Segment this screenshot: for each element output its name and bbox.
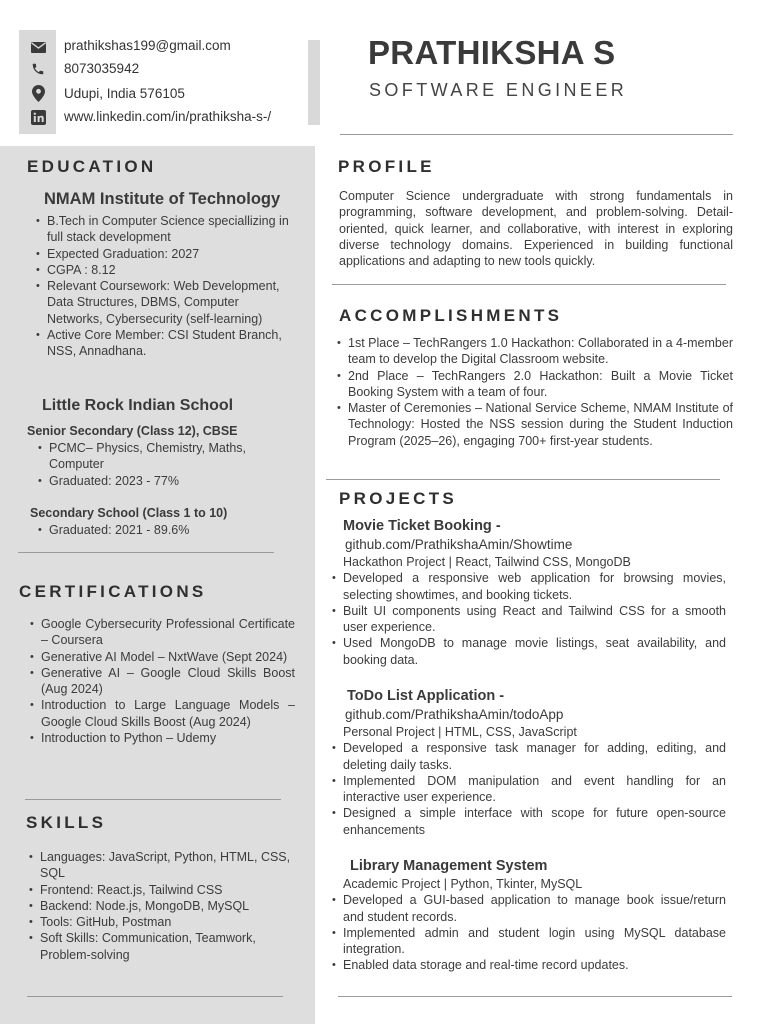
list-item: • Generative AI Model – NxtWave (Sept 2024) — [41, 649, 295, 665]
list-item: • 1st Place – TechRangers 1.0 Hackathon: Collaborated in a 4-member team to develop the Digital Classroom website. — [348, 335, 733, 368]
linkedin-link[interactable]: www.linkedin.com/in/prathiksha-s-/ — [64, 109, 272, 124]
list-item: • Developed a responsive task manager for adding, editing, and deleting daily tasks. — [343, 740, 726, 773]
list-item: • Implemented DOM manipulation and event handling for an interactive user experience. — [343, 773, 726, 806]
school-name: Little Rock Indian School — [42, 397, 234, 414]
list-item: • Active Core Member: CSI Student Branch, NSS, Annadhana. — [47, 327, 296, 360]
list-item: • Implemented admin and student login using MySQL database integration. — [343, 925, 726, 958]
header-divider — [340, 134, 733, 135]
list-item: • Graduated: 2021 - 89.6% — [49, 522, 276, 538]
project-movie-ticket — [343, 517, 726, 668]
list-item: • Introduction to Large Language Models – Google Cloud Skills Boost (Aug 2024) — [41, 697, 295, 730]
project-meta: Hackathon Project | React, Tailwind CSS, MongoDB — [343, 555, 631, 569]
project-meta: Personal Project | HTML, CSS, JavaScript — [343, 725, 577, 739]
list-item: • Introduction to Python – Udemy — [41, 730, 295, 746]
list-item: • Built UI components using React and Tailwind CSS for a smooth user experience. — [343, 603, 726, 636]
project-title: Movie Ticket Booking - — [343, 518, 501, 534]
list-item: • Developed a GUI-based application to manage book issue/return and student records. — [343, 892, 726, 925]
skills-divider — [27, 996, 283, 997]
phone-icon — [29, 60, 47, 78]
project-link[interactable]: github.com/PrathikshaAmin/Showtime — [345, 537, 573, 552]
list-item: • PCMC– Physics, Chemistry, Maths, Computer — [49, 440, 276, 473]
certifications-heading: CERTIFICATIONS — [19, 582, 207, 601]
list-item: • B.Tech in Computer Science speciallizing in full stack development — [47, 213, 296, 246]
email-icon — [29, 38, 47, 56]
senior-secondary-title: Senior Secondary (Class 12), CBSE — [27, 424, 238, 438]
education-divider — [18, 552, 274, 553]
certifications-divider — [25, 799, 281, 800]
accomplishments-divider — [326, 479, 720, 480]
profile-divider — [332, 284, 726, 285]
project-title: ToDo List Application - — [347, 688, 505, 704]
certifications-list — [28, 616, 295, 746]
projects-divider — [338, 996, 732, 997]
list-item: • Expected Graduation: 2027 — [47, 246, 296, 262]
list-item: • Enabled data storage and real-time record updates. — [343, 957, 726, 973]
project-body — [343, 554, 726, 668]
list-item: • Used MongoDB to manage movie listings, seat availability, and booking data. — [343, 635, 726, 668]
email-text[interactable]: prathikshas199@gmail.com — [64, 38, 231, 53]
project-meta: Academic Project | Python, Tkinter, MySQL — [343, 877, 583, 891]
location-pin-icon — [29, 84, 47, 102]
project-library-management — [343, 857, 726, 974]
list-item: • Languages: JavaScript, Python, HTML, CSS, SQL — [40, 849, 295, 882]
education-heading: EDUCATION — [27, 157, 157, 176]
list-item: • Developed a responsive web application for browsing movies, selecting showtimes, and booking tickets. — [343, 570, 726, 603]
project-body — [343, 876, 726, 974]
project-body — [343, 724, 726, 838]
phone-text: 8073035942 — [64, 61, 140, 76]
secondary-school-title: Secondary School (Class 1 to 10) — [30, 506, 228, 520]
accomplishments-heading: ACCOMPLISHMENTS — [339, 306, 563, 325]
location-text: Udupi, India 576105 — [64, 86, 185, 101]
list-item: • Backend: Node.js, MongoDB, MySQL — [40, 898, 295, 914]
project-title: Library Management System — [350, 858, 548, 874]
profile-text: Computer Science undergraduate with strong fundamentals in programming, software development, and problem-solving. Detail-oriented, quick learner, and collaborative, with interest in exploring diverse technology domains. Experienced in building functional applications and adapting to new tools quickly. — [339, 189, 733, 269]
list-item: • Soft Skills: Communication, Teamwork, Problem-solving — [40, 930, 295, 963]
list-item: • Frontend: React.js, Tailwind CSS — [40, 882, 295, 898]
list-item: • 2nd Place – TechRangers 2.0 Hackathon: Built a Movie Ticket Booking System with a team of four. — [348, 368, 733, 401]
list-item: • Relevant Coursework: Web Development, Data Structures, DBMS, Computer Networks, Cybersecurity (self-learning) — [47, 278, 296, 327]
list-item: • Tools: GitHub, Postman — [40, 914, 295, 930]
accomplishments-list — [335, 335, 733, 449]
skills-list — [27, 849, 295, 963]
senior-secondary-details — [36, 440, 276, 489]
skills-heading: SKILLS — [26, 813, 107, 832]
list-item: • Master of Ceremonies – National Service Scheme, NMAM Institute of Technology: Hosted the NSS session during the Student Induction Program (2025–26), engaging 700+ first-year students. — [348, 400, 733, 449]
contact-divider-bar — [308, 40, 320, 125]
list-item: • Generative AI – Google Cloud Skills Boost (Aug 2024) — [41, 665, 295, 698]
secondary-school-details — [36, 522, 276, 538]
projects-heading: PROJECTS — [339, 489, 458, 508]
candidate-role: SOFTWARE ENGINEER — [369, 80, 628, 100]
list-item: • Graduated: 2023 - 77% — [49, 473, 276, 489]
list-item: • Designed a simple interface with scope for future open-source enhancements — [343, 805, 726, 838]
list-item: • CGPA : 8.12 — [47, 262, 296, 278]
college-details — [34, 213, 296, 360]
profile-heading: PROFILE — [338, 157, 435, 176]
linkedin-icon — [29, 108, 47, 126]
candidate-name: PRATHIKSHA S — [368, 34, 616, 71]
list-item: • Google Cybersecurity Professional Certificate – Coursera — [41, 616, 295, 649]
project-todo-list — [343, 687, 726, 838]
project-link[interactable]: github.com/PrathikshaAmin/todoApp — [345, 707, 564, 722]
college-name: NMAM Institute of Technology — [44, 190, 281, 208]
